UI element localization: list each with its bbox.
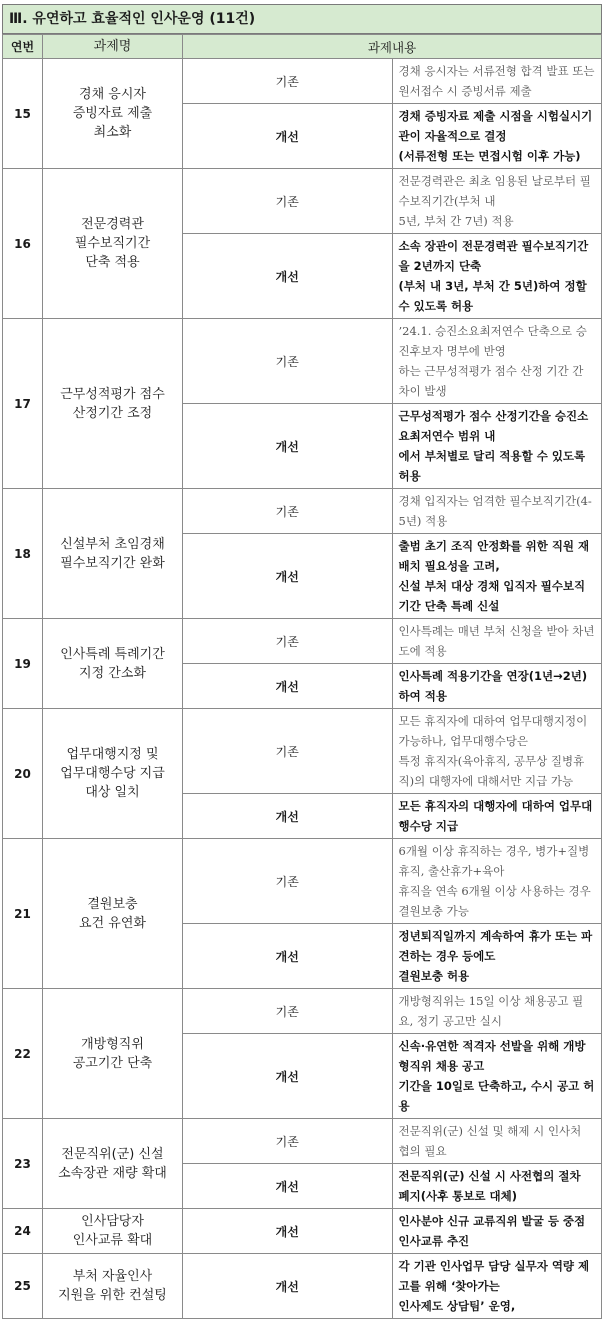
before-label: 기존	[183, 619, 393, 664]
before-text: 경채 응시자는 서류전형 합격 발표 또는 원서접수 시 증빙서류 제출	[392, 59, 602, 104]
task-number: 22	[3, 989, 43, 1119]
before-text: 개방형직위는 15일 이상 채용공고 필요, 정기 공고만 실시	[392, 989, 602, 1034]
before-text: 전문직위(군) 신설 및 해제 시 인사처 협의 필요	[392, 1119, 602, 1164]
before-label: 기존	[183, 319, 393, 404]
table-row	[3, 1254, 602, 1319]
after-label: 개선	[183, 104, 393, 169]
task-number: 15	[3, 59, 43, 169]
after-text: 각 기관 인사업무 담당 실무자 역량 제고를 위해 ‘찾아가는 인사제도 상담팀’ 운영,	[392, 1254, 602, 1319]
task-name: 인사담당자 인사교류 확대	[43, 1209, 183, 1254]
table-row	[3, 59, 602, 104]
table-row	[3, 709, 602, 794]
after-label: 개선	[183, 1034, 393, 1119]
before-label: 기존	[183, 59, 393, 104]
before-text: 경채 입직자는 엄격한 필수보직기간(4-5년) 적용	[392, 489, 602, 534]
after-text: 출범 초기 조직 안정화를 위한 직원 재배치 필요성을 고려, 신설 부처 대상 경채 입직자 필수보직기간 단축 특례 신설	[392, 534, 602, 619]
task-name: 업무대행지정 및 업무대행수당 지급 대상 일치	[43, 709, 183, 839]
after-text: 소속 장관이 전문경력관 필수보직기간을 2년까지 단축 (부처 내 3년, 부처 간 5년)하여 정할 수 있도록 허용	[392, 234, 602, 319]
table-row	[3, 1209, 602, 1254]
table-row	[3, 1119, 602, 1164]
task-name: 인사특례 특례기간 지정 간소화	[43, 619, 183, 709]
after-text: 근무성적평가 점수 산정기간을 승진소요최저연수 범위 내 에서 부처별로 달리 적용할 수 있도록 허용	[392, 404, 602, 489]
before-label: 기존	[183, 169, 393, 234]
header-no: 연번	[3, 35, 43, 59]
task-number: 24	[3, 1209, 43, 1254]
before-label: 기존	[183, 709, 393, 794]
after-label: 개선	[183, 664, 393, 709]
before-label: 기존	[183, 989, 393, 1034]
after-text: 정년퇴직일까지 계속하여 휴가 또는 파견하는 경우 등에도 결원보충 허용	[392, 924, 602, 989]
section-title: Ⅲ. 유연하고 효율적인 인사운영 (11건)	[2, 4, 602, 34]
table-row	[3, 989, 602, 1034]
task-number: 19	[3, 619, 43, 709]
task-name: 신설부처 초임경채 필수보직기간 완화	[43, 489, 183, 619]
table-row	[3, 839, 602, 924]
task-name: 부처 자율인사 지원을 위한 컨설팅	[43, 1254, 183, 1319]
task-number: 16	[3, 169, 43, 319]
after-label: 개선	[183, 534, 393, 619]
task-number: 20	[3, 709, 43, 839]
before-label: 기존	[183, 489, 393, 534]
task-number: 17	[3, 319, 43, 489]
task-number: 18	[3, 489, 43, 619]
after-label: 개선	[183, 794, 393, 839]
header-content: 과제내용	[183, 35, 602, 59]
after-label: 개선	[183, 404, 393, 489]
before-text: 전문경력관은 최초 임용된 날로부터 필수보직기간(부처 내 5년, 부처 간 7년) 적용	[392, 169, 602, 234]
task-name: 개방형직위 공고기간 단축	[43, 989, 183, 1119]
table-row	[3, 169, 602, 234]
task-name: 결원보충 요건 유연화	[43, 839, 183, 989]
task-table	[2, 34, 602, 1319]
after-text: 전문직위(군) 신설 시 사전협의 절차 폐지(사후 통보로 대체)	[392, 1164, 602, 1209]
table-row	[3, 489, 602, 534]
task-name: 전문경력관 필수보직기간 단축 적용	[43, 169, 183, 319]
after-label: 개선	[183, 1209, 393, 1254]
task-name: 경채 응시자 증빙자료 제출 최소화	[43, 59, 183, 169]
task-number: 23	[3, 1119, 43, 1209]
table-row	[3, 619, 602, 664]
after-label: 개선	[183, 924, 393, 989]
after-label: 개선	[183, 234, 393, 319]
task-number: 25	[3, 1254, 43, 1319]
after-label: 개선	[183, 1164, 393, 1209]
after-label: 개선	[183, 1254, 393, 1319]
table-header-row	[3, 35, 602, 59]
after-text: 경채 증빙자료 제출 시점을 시험실시기관이 자율적으로 결정 (서류전형 또는 면접시험 이후 가능)	[392, 104, 602, 169]
before-text: 인사특례는 매년 부처 신청을 받아 차년도에 적용	[392, 619, 602, 664]
before-text: 모든 휴직자에 대하여 업무대행지정이 가능하나, 업무대행수당은 특정 휴직자(육아휴직, 공무상 질병휴직)의 대행자에 대해서만 지급 가능	[392, 709, 602, 794]
task-number: 21	[3, 839, 43, 989]
task-name: 근무성적평가 점수 산정기간 조정	[43, 319, 183, 489]
after-text: 신속·유연한 적격자 선발을 위해 개방형직위 채용 공고 기간을 10일로 단축하고, 수시 공고 허용	[392, 1034, 602, 1119]
before-label: 기존	[183, 1119, 393, 1164]
table-row	[3, 319, 602, 404]
task-name: 전문직위(군) 신설 소속장관 재량 확대	[43, 1119, 183, 1209]
table-body	[3, 59, 602, 1319]
before-text: ’24.1. 승진소요최저연수 단축으로 승진후보자 명부에 반영 하는 근무성적평가 점수 산정 기간 간 차이 발생	[392, 319, 602, 404]
before-label: 기존	[183, 839, 393, 924]
after-text: 모든 휴직자의 대행자에 대하여 업무대행수당 지급	[392, 794, 602, 839]
after-text: 인사분야 신규 교류직위 발굴 등 중점 인사교류 추진	[392, 1209, 602, 1254]
before-text: 6개월 이상 휴직하는 경우, 병가+질병휴직, 출산휴가+육아 휴직을 연속 6개월 이상 사용하는 경우 결원보충 가능	[392, 839, 602, 924]
after-text: 인사특례 적용기간을 연장(1년→2년)하여 적용	[392, 664, 602, 709]
header-name: 과제명	[43, 35, 183, 59]
